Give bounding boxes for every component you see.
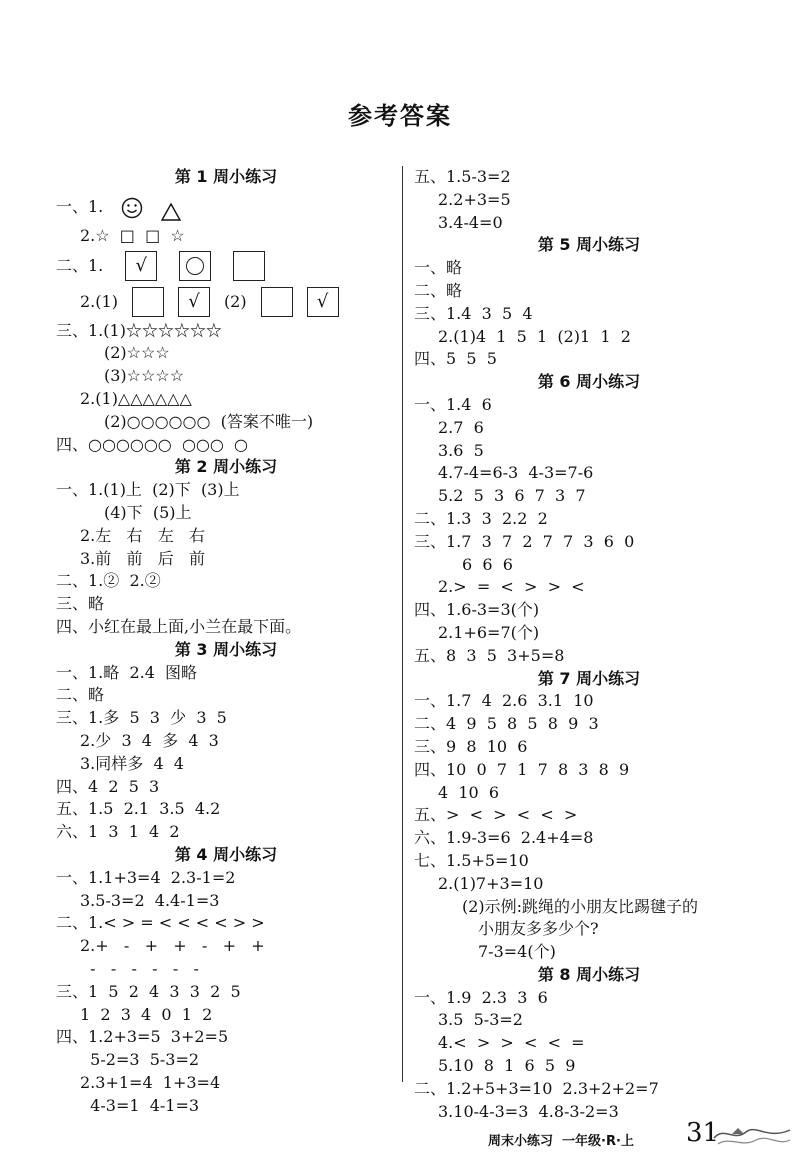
answer-line: 二、1.< > = < < < < > > (56, 913, 265, 933)
answer-line: 四、1.2+3=5 3+2=5 (56, 1027, 229, 1047)
circle-mark-icon (186, 257, 204, 275)
answer-line: 6 6 6 (462, 554, 513, 574)
answer-line: 3.6 5 (438, 440, 484, 460)
answer-line: 2.3+1=4 1+3=4 (80, 1072, 221, 1092)
answer-line: 3.同样多 4 4 (80, 753, 184, 773)
answer-line: 三、1.4 3 5 4 (414, 303, 533, 323)
answer-line: 四、5 5 5 (414, 349, 497, 369)
answer-line: 7-3=4(个) (478, 942, 556, 962)
answer-line: 二、1.3 3 2.2 2 (414, 508, 548, 528)
answer-box (178, 287, 210, 317)
answer-line: 2.+ - + + - + + (80, 936, 265, 956)
cloud-decoration-icon (712, 1112, 792, 1152)
answer-line: - - - - - - (80, 958, 199, 978)
answer-line: 一、1.1+3=4 2.3-1=2 (56, 867, 236, 887)
answer-line: 一、1.7 4 2.6 3.1 10 (414, 691, 594, 711)
answer-line: 5.10 8 1 6 5 9 (438, 1056, 576, 1076)
answer-line-boxes (56, 248, 396, 284)
answer-line: 2.> = < > > < (438, 577, 585, 597)
week-header: 第 5 周小练习 (537, 235, 641, 255)
answer-line: 一、1.(1)上 (2)下 (3)上 (56, 480, 240, 500)
answer-line: 一、略 (414, 258, 463, 278)
answer-line: (3)☆☆☆☆ (104, 366, 185, 386)
answer-line: 4.< > > < < = (438, 1033, 585, 1053)
answer-line: 四、1.6-3=3(个) (414, 600, 540, 620)
answer-line: 2.7 6 (438, 417, 484, 437)
answer-line: 二、1.② 2.② (56, 571, 161, 591)
answer-line: 5.2 5 3 6 7 3 7 (438, 486, 586, 506)
answer-line: 五、1.5-3=2 (414, 167, 511, 186)
answer-line: 一、1.9 2.3 3 6 (414, 987, 548, 1007)
week-header: 第 6 周小练习 (537, 372, 641, 392)
answer-prefix: 二、1. (56, 255, 104, 275)
answer-box (233, 251, 265, 281)
answer-line: 二、4 9 5 8 5 8 9 3 (414, 714, 599, 734)
answer-line: 六、1.9-3=6 2.4+4=8 (414, 828, 594, 848)
answer-line: 1 2 3 4 0 1 2 (80, 1004, 213, 1024)
answer-line: 四、4 2 5 3 (56, 776, 160, 796)
answer-line: 一、1.4 6 (414, 394, 492, 414)
answer-line: 2.2+3=5 (438, 189, 511, 209)
check-mark-icon: √ (188, 290, 200, 312)
answer-line: 六、1 3 1 4 2 (56, 822, 180, 842)
answer-line: 2.(1)4 1 5 1 (2)1 1 2 (438, 326, 631, 346)
answer-line: 3.5 5-3=2 (438, 1010, 523, 1030)
smile-icon (121, 196, 143, 218)
check-mark-icon: √ (316, 290, 329, 312)
answer-sub-prefix: (2) (223, 291, 247, 311)
answer-line: 2.(1)7+3=10 (438, 873, 544, 893)
answer-box (307, 287, 339, 317)
answer-prefix: 一、1. (56, 196, 104, 216)
triangle-icon (161, 198, 181, 216)
page-title: 参考答案 (348, 102, 452, 130)
answer-line: 2.左 右 左 右 (80, 525, 206, 545)
answer-line: (2)示例:跳绳的小朋友比踢毽子的 (462, 896, 699, 916)
answer-line: 5-2=3 5-3=2 (80, 1050, 200, 1070)
answer-line-boxes (56, 284, 396, 320)
answer-line: 三、1.7 3 7 2 7 7 3 6 0 (414, 531, 635, 551)
answer-line: (2)☆☆☆ (104, 343, 170, 363)
week-header: 第 3 周小练习 (174, 639, 278, 659)
answer-prefix: 2.(1) (80, 291, 118, 311)
answer-line: 三、1 5 2 4 3 3 2 5 (56, 981, 241, 1001)
answer-line: 二、略 (56, 685, 105, 705)
answer-line: 四、10 0 7 1 7 8 3 8 9 (414, 759, 630, 779)
answer-line: 五、> < > < < > (414, 805, 578, 825)
answer-box (179, 251, 211, 281)
week-header: 第 2 周小练习 (174, 457, 278, 477)
page-number: 31 (686, 1118, 720, 1148)
answer-line: (2)○○○○○○ (答案不唯一) (104, 411, 314, 431)
answer-line: 4 10 6 (438, 782, 500, 802)
column-divider (402, 166, 403, 1082)
answer-line: 五、8 3 5 3+5=8 (414, 645, 565, 665)
answer-box (125, 251, 157, 281)
answer-box (132, 287, 164, 317)
week-header: 第 8 周小练习 (537, 964, 641, 984)
answer-line: 三、1.多 5 3 少 3 5 (56, 708, 227, 728)
answer-line: 三、9 8 10 6 (414, 736, 528, 756)
answer-line: 2.少 3 4 多 4 3 (80, 730, 219, 750)
answer-line: 2.(1)△△△△△△ (80, 388, 192, 408)
answer-line: 3.前 前 后 前 (80, 548, 206, 568)
answer-line: 七、1.5+5=10 (414, 850, 529, 870)
answer-line: 三、1.(1)☆☆☆☆☆☆ (56, 320, 222, 340)
footer-series: 周末小练习 一年级·R·上 (488, 1134, 634, 1149)
answer-line: 2.1+6=7(个) (438, 622, 540, 642)
answer-line: 三、略 (56, 594, 105, 614)
answer-line: 四、○○○○○○ ○○○ ○ (56, 434, 248, 454)
answer-line: 4-3=1 4-1=3 (80, 1095, 200, 1115)
answer-column-left (56, 166, 396, 1117)
week-header: 第 4 周小练习 (174, 844, 278, 864)
answer-line: 3.4-4=0 (438, 212, 503, 232)
week-header: 第 7 周小练习 (537, 668, 641, 688)
answer-line: 3.10-4-3=3 4.8-3-2=3 (438, 1101, 619, 1121)
answer-line: 4.7-4=6-3 4-3=7-6 (438, 463, 594, 483)
answer-line: 二、略 (414, 280, 463, 300)
answer-column-right (414, 166, 764, 1123)
answer-box (261, 287, 293, 317)
week-header: 第 1 周小练习 (174, 167, 278, 186)
answer-line: 一、1.略 2.4 图略 (56, 662, 198, 682)
answer-line: 五、1.5 2.1 3.5 4.2 (56, 799, 221, 819)
answer-line: 二、1.2+5+3=10 2.3+2+2=7 (414, 1078, 659, 1098)
answer-line: 3.5-3=2 4.4-1=3 (80, 890, 220, 910)
check-mark-icon: √ (135, 254, 148, 276)
answer-line: 2.☆ □ □ ☆ (80, 225, 185, 245)
answer-line-shapes (56, 189, 396, 225)
answer-line: (4)下 (5)上 (104, 502, 192, 522)
answer-line: 四、小红在最上面,小兰在最下面。 (56, 616, 302, 636)
answer-line: 小朋友多多少个? (478, 919, 599, 939)
